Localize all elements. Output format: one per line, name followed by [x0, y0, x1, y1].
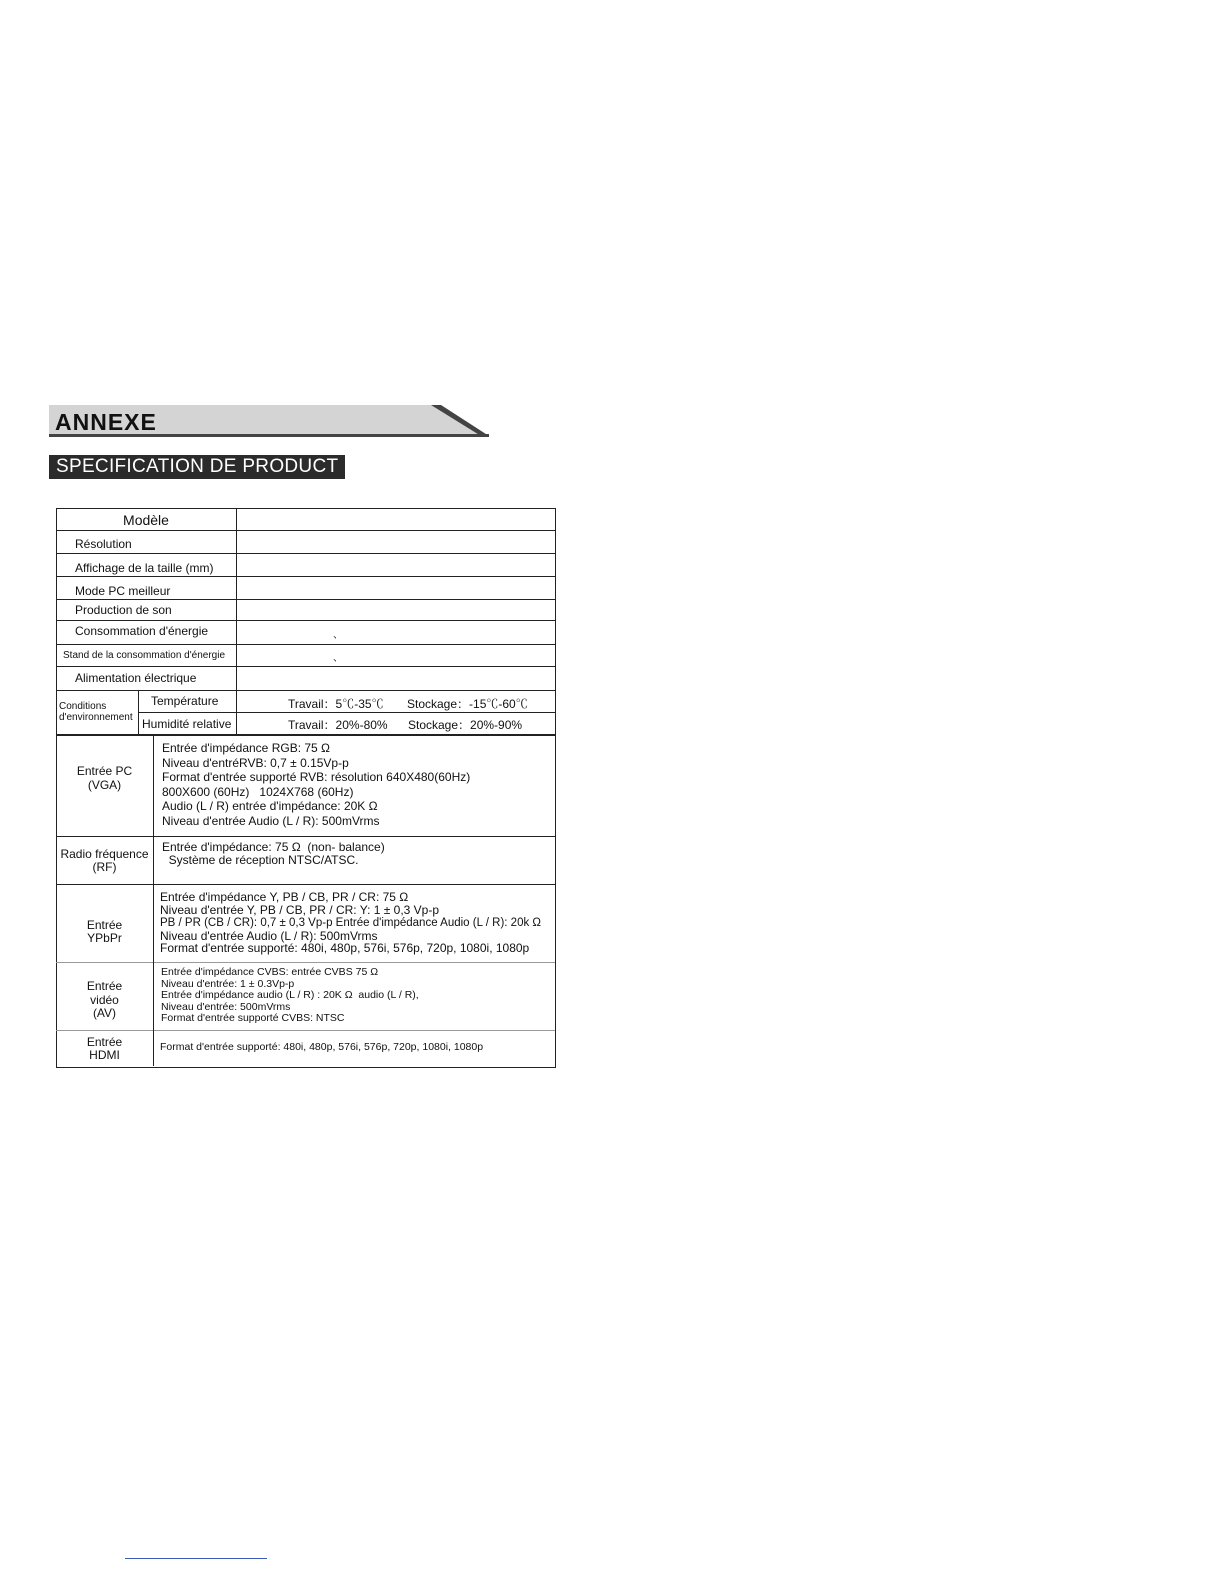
- spec-line: Format d'entrée supporté: 480i, 480p, 576i, 576p, 720p, 1080i, 1080p: [160, 941, 530, 955]
- value-temperature-work: Travail：5℃-35℃: [288, 697, 384, 711]
- spec-line: Niveau d'entrée: 500mVrms: [161, 1001, 291, 1013]
- label-standby-consumption: Stand de la consommation d'énergie: [63, 650, 226, 661]
- label-av-line2: vidéo: [90, 993, 119, 1007]
- row-divider: [56, 576, 555, 577]
- tick-mark: 、: [333, 653, 343, 664]
- row-divider: [56, 836, 555, 837]
- column-divider: [236, 508, 237, 690]
- row-divider: [138, 712, 555, 713]
- value-humidity-work: Travail：20%-80%: [288, 718, 388, 732]
- spec-line: Entrée d'impédance: 75 Ω (non- balance): [162, 840, 385, 854]
- label-pc-input-line2: (VGA): [87, 778, 122, 792]
- model-header: Modèle: [123, 512, 169, 528]
- spec-line: Audio (L / R) entrée d'impédance: 20K Ω: [162, 799, 378, 813]
- value-temperature-storage: Stockage：-15℃-60℃: [407, 697, 528, 711]
- row-divider: [56, 553, 555, 554]
- column-divider: [138, 690, 139, 734]
- label-environment-line1: Conditions: [59, 701, 107, 712]
- annexe-banner: [49, 405, 489, 438]
- row-divider: [56, 530, 555, 531]
- spec-line: Entrée d'impédance CVBS: entrée CVBS 75 Ω: [161, 966, 379, 978]
- spec-line: Niveau d'entrée Audio (L / R): 500mVrms: [160, 929, 378, 943]
- column-divider: [236, 690, 237, 734]
- label-temperature: Température: [151, 694, 219, 708]
- spec-line: Format d'entrée supporté RVB: résolution 640X480(60Hz): [162, 770, 471, 784]
- spec-line: Entrée d'impédance RGB: 75 Ω: [162, 741, 331, 755]
- spec-line: Niveau d'entrée Y, PB / CB, PR / CR: Y: 1 ± 0,3 Vp-p: [160, 903, 440, 917]
- label-av-line3: (AV): [92, 1006, 117, 1020]
- row-divider: [56, 1030, 555, 1031]
- label-resolution: Résolution: [75, 537, 132, 551]
- spec-line: Entrée d'impédance audio (L / R) : 20K Ω audio (L / R),: [161, 989, 419, 1001]
- label-ypbpr-line2: YPbPr: [87, 931, 122, 945]
- spec-line: Format d'entrée supporté: 480i, 480p, 576i, 576p, 720p, 1080i, 1080p: [160, 1041, 484, 1053]
- subsection-title: SPECIFICATION DE PRODUCT: [49, 455, 345, 479]
- spec-line: Niveau d'entrée Audio (L / R): 500mVrms: [162, 814, 380, 828]
- label-hdmi-line2: HDMI: [89, 1048, 120, 1062]
- label-hdmi-line1: Entrée: [86, 1035, 123, 1049]
- row-divider: [56, 962, 555, 963]
- row-divider: [56, 599, 555, 600]
- spec-line: Niveau d'entrée: 1 ± 0.3Vp-p: [161, 978, 295, 990]
- row-divider: [56, 666, 555, 667]
- label-power-consumption: Consommation d'énergie: [75, 624, 209, 638]
- spec-line: Système de réception NTSC/ATSC.: [162, 853, 359, 867]
- row-divider: [56, 690, 555, 691]
- spec-line: 800X600 (60Hz) 1024X768 (60Hz): [162, 785, 354, 799]
- label-power-supply: Alimentation électrique: [75, 671, 197, 685]
- spec-line: Niveau d'entréRVB: 0,7 ± 0.15Vp-p: [162, 756, 349, 770]
- spec-line: Entrée d'impédance Y, PB / CB, PR / CR: 75 Ω: [160, 890, 409, 904]
- label-sound-output: Production de son: [75, 603, 172, 617]
- section-title: ANNEXE: [55, 409, 157, 435]
- row-divider: [56, 884, 555, 885]
- row-divider: [56, 644, 555, 645]
- label-av-line1: Entrée: [86, 979, 123, 993]
- row-divider: [56, 620, 555, 621]
- spec-line: Format d'entrée supporté CVBS: NTSC: [161, 1012, 345, 1024]
- label-rf-input-line2: (RF): [92, 860, 117, 874]
- label-environment-line2: d'environnement: [59, 712, 133, 723]
- label-display-size: Affichage de la taille (mm): [75, 561, 214, 575]
- label-ypbpr-line1: Entrée: [86, 918, 123, 932]
- value-humidity-storage: Stockage：20%-90%: [408, 718, 523, 732]
- label-pc-input-line1: Entrée PC: [76, 764, 133, 778]
- spec-line: PB / PR (CB / CR): 0,7 ± 0,3 Vp-p Entrée d'impédance Audio (L / R): 20k Ω: [160, 917, 542, 929]
- tick-mark: 、: [333, 630, 343, 641]
- label-humidity: Humidité relative: [142, 717, 232, 731]
- label-pc-mode: Mode PC meilleur: [75, 584, 171, 598]
- column-divider: [153, 734, 154, 1066]
- row-divider: [56, 734, 555, 736]
- label-rf-input-line1: Radio fréquence: [60, 847, 149, 861]
- footer-divider: [125, 1558, 267, 1559]
